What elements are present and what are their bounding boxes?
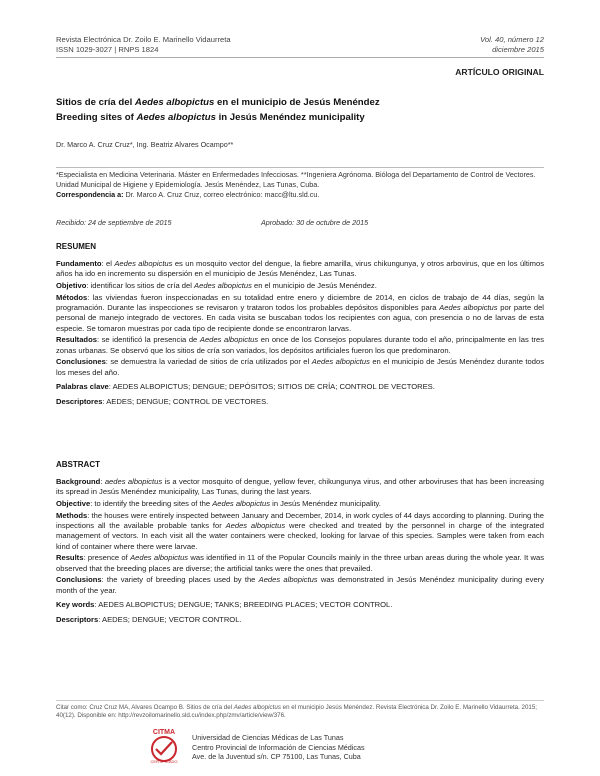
resumen-resultados: Resultados: se identificó la presencia de Aedes albopictus en once de los Consejos populares durante todo el año, principalmente en las tres zonas urbanas. Se observó que los sitios de cría son variados, los depósitos artificiales fueron los que predominaron.: [56, 335, 544, 355]
resumen-metodos: Métodos: las viviendas fueron inspeccionadas en su totalidad entre enero y diciembre de 2014, en ciclos de trabajo de 44 días, según la programación. Durante las inspecciones se revisaron y trataron todos los probables depósitos disponibles para Aedes albopictus por parte del personal de manejo integrado de vectores. En cada visita se buscaban todos los recipientes con agua, con presencia o no de larvas de esta especie. Se tomaron muestras por cada tipo de recipiente donde se encontraron larvas.: [56, 293, 544, 333]
issue-date: diciembre 2015: [492, 45, 544, 54]
logo-subtext: CERTIFICADO: [150, 759, 178, 764]
correspondence: Correspondencia a: Dr. Marco A. Cruz Cruz, correo electrónico: macc@ltu.sld.cu.: [56, 190, 320, 199]
citma-logo: [147, 726, 187, 764]
abstract-section: [56, 460, 544, 627]
header-divider: [56, 57, 544, 58]
abstract-results: Results: presence of Aedes albopictus was identified in 11 of the Popular Councils mainly in the three urban areas during the whole year. It was observed that the breeding places are diverse; the artificial tanks were the ones that prevailed.: [56, 553, 545, 573]
article-title: [56, 95, 380, 125]
citation: Citar como: Cruz Cruz MA, Alvares Ocampo B. Sitios de cría del Aedes albopictus en el municipio Jesús Menéndez. Revista Electrónica Dr. Zoilo E. Marinello Vidaurreta. 2015; 40(12). Disponible en: http://revzoilomarinello.sld.cu/index.php/zmv/article/view/376.: [56, 700, 544, 721]
volume-number: Vol. 40, número 12: [480, 35, 544, 44]
title-spanish: Sitios de cría del Aedes albopictus en el municipio de Jesús Menéndez: [56, 97, 380, 108]
logo-ring: [152, 737, 176, 761]
approved-date: Aprobado: 30 de octubre de 2015: [261, 218, 369, 227]
issn: ISSN 1029-3027 | RNPS 1824: [56, 45, 159, 54]
abstract-descriptors: Descriptors: AEDES; DENGUE; VECTOR CONTROL.: [56, 615, 242, 625]
resumen-keywords: Palabras clave: AEDES ALBOPICTUS; DENGUE; DEPÓSITOS; SITIOS DE CRÍA; CONTROL DE VECTORES.: [56, 381, 435, 391]
resumen-conclusiones: Conclusiones: se demuestra la variedad de sitios de cría utilizados por el Aedes albopictus en el municipio de Jesús Menéndez durante todos los meses del año.: [56, 357, 545, 377]
check-icon: [156, 742, 172, 754]
resumen-section: [56, 242, 544, 409]
received-date: Recibido: 24 de septiembre de 2015: [56, 218, 172, 227]
abstract-keywords: Key words: AEDES ALBOPICTUS; DENGUE; TANKS; BREEDING PLACES; VECTOR CONTROL.: [56, 599, 393, 609]
journal-name: Revista Electrónica Dr. Zoilo E. Marinello Vidaurreta: [56, 35, 231, 44]
resumen-fundamento: Fundamento: el Aedes albopictus es un mosquito vector del dengue, la fiebre amarilla, virus chikungunya, y otros arbovirus, que en los últimos años ha ido en incremento su dispersión en el municipio de Jesús Menéndez, Las Tunas.: [56, 259, 544, 279]
logo-text: CITMA: [152, 729, 176, 736]
resumen-heading: RESUMEN: [56, 242, 97, 251]
dates: [56, 218, 368, 227]
institution-footer: Universidad de Ciencias Médicas de Las Tunas Centro Provincial de Información de Ciencias Médicas Ave. de la Juventud s/n. CP 75100, Las Tunas, Cuba: [192, 733, 365, 762]
resumen-descriptors: Descriptores: AEDES; DENGUE; CONTROL DE VECTORES.: [56, 397, 269, 407]
abstract-heading: ABSTRACT: [56, 460, 100, 469]
abstract-methods: Methods: the houses were entirely inspected between January and December, 2014, in work cycles of 44 days according to planning. During the inspections all the available probable tanks for Aedes albopictus were checked and treated by the personnel in charge of the integrated management of vectors. In each visit all the water containers were checked, looking for larvae of this species. Samples were taken from each kind of container where there were larvae.: [56, 511, 544, 551]
authors: Dr. Marco A. Cruz Cruz*, Ing. Beatriz Alvares Ocampo**: [56, 140, 234, 149]
abstract-objective: Objective: to identify the breeding sites of the Aedes albopictus in Jesús Menéndez municipality.: [56, 499, 381, 509]
title-english: Breeding sites of Aedes albopictus in Jesús Menéndez municipality: [56, 112, 365, 123]
abstract-background: Background: aedes albopictus is a vector mosquito of dengue, yellow fever, chikungunya virus, and other arboviruses that has been increasing its spread in Jesús Menéndez municipality, Las Tunas, during the last years.: [56, 477, 544, 497]
article-type: ARTÍCULO ORIGINAL: [455, 67, 544, 77]
affiliation: *Especialista en Medicina Veterinaria. Máster en Enfermedades Infecciosas. **Ingeniera Agrónoma. Bióloga del Departamento de Control de Vectores. Unidad Municipal de Higiene y Epidemiología. Jesús Menéndez, Las Tunas, Cuba. Correspondencia a: Dr. Marco A. Cruz Cruz, correo electrónico: macc@ltu.sld.cu.: [56, 167, 544, 200]
abstract-conclusions: Conclusions: the variety of breeding places used by the Aedes albopictus was demonstrated in Jesús Menéndez municipality during every month of the year.: [56, 575, 545, 595]
resumen-objetivo: Objetivo: identificar los sitios de cría del Aedes albopictus en el municipio de Jesús Menéndez.: [56, 281, 377, 291]
